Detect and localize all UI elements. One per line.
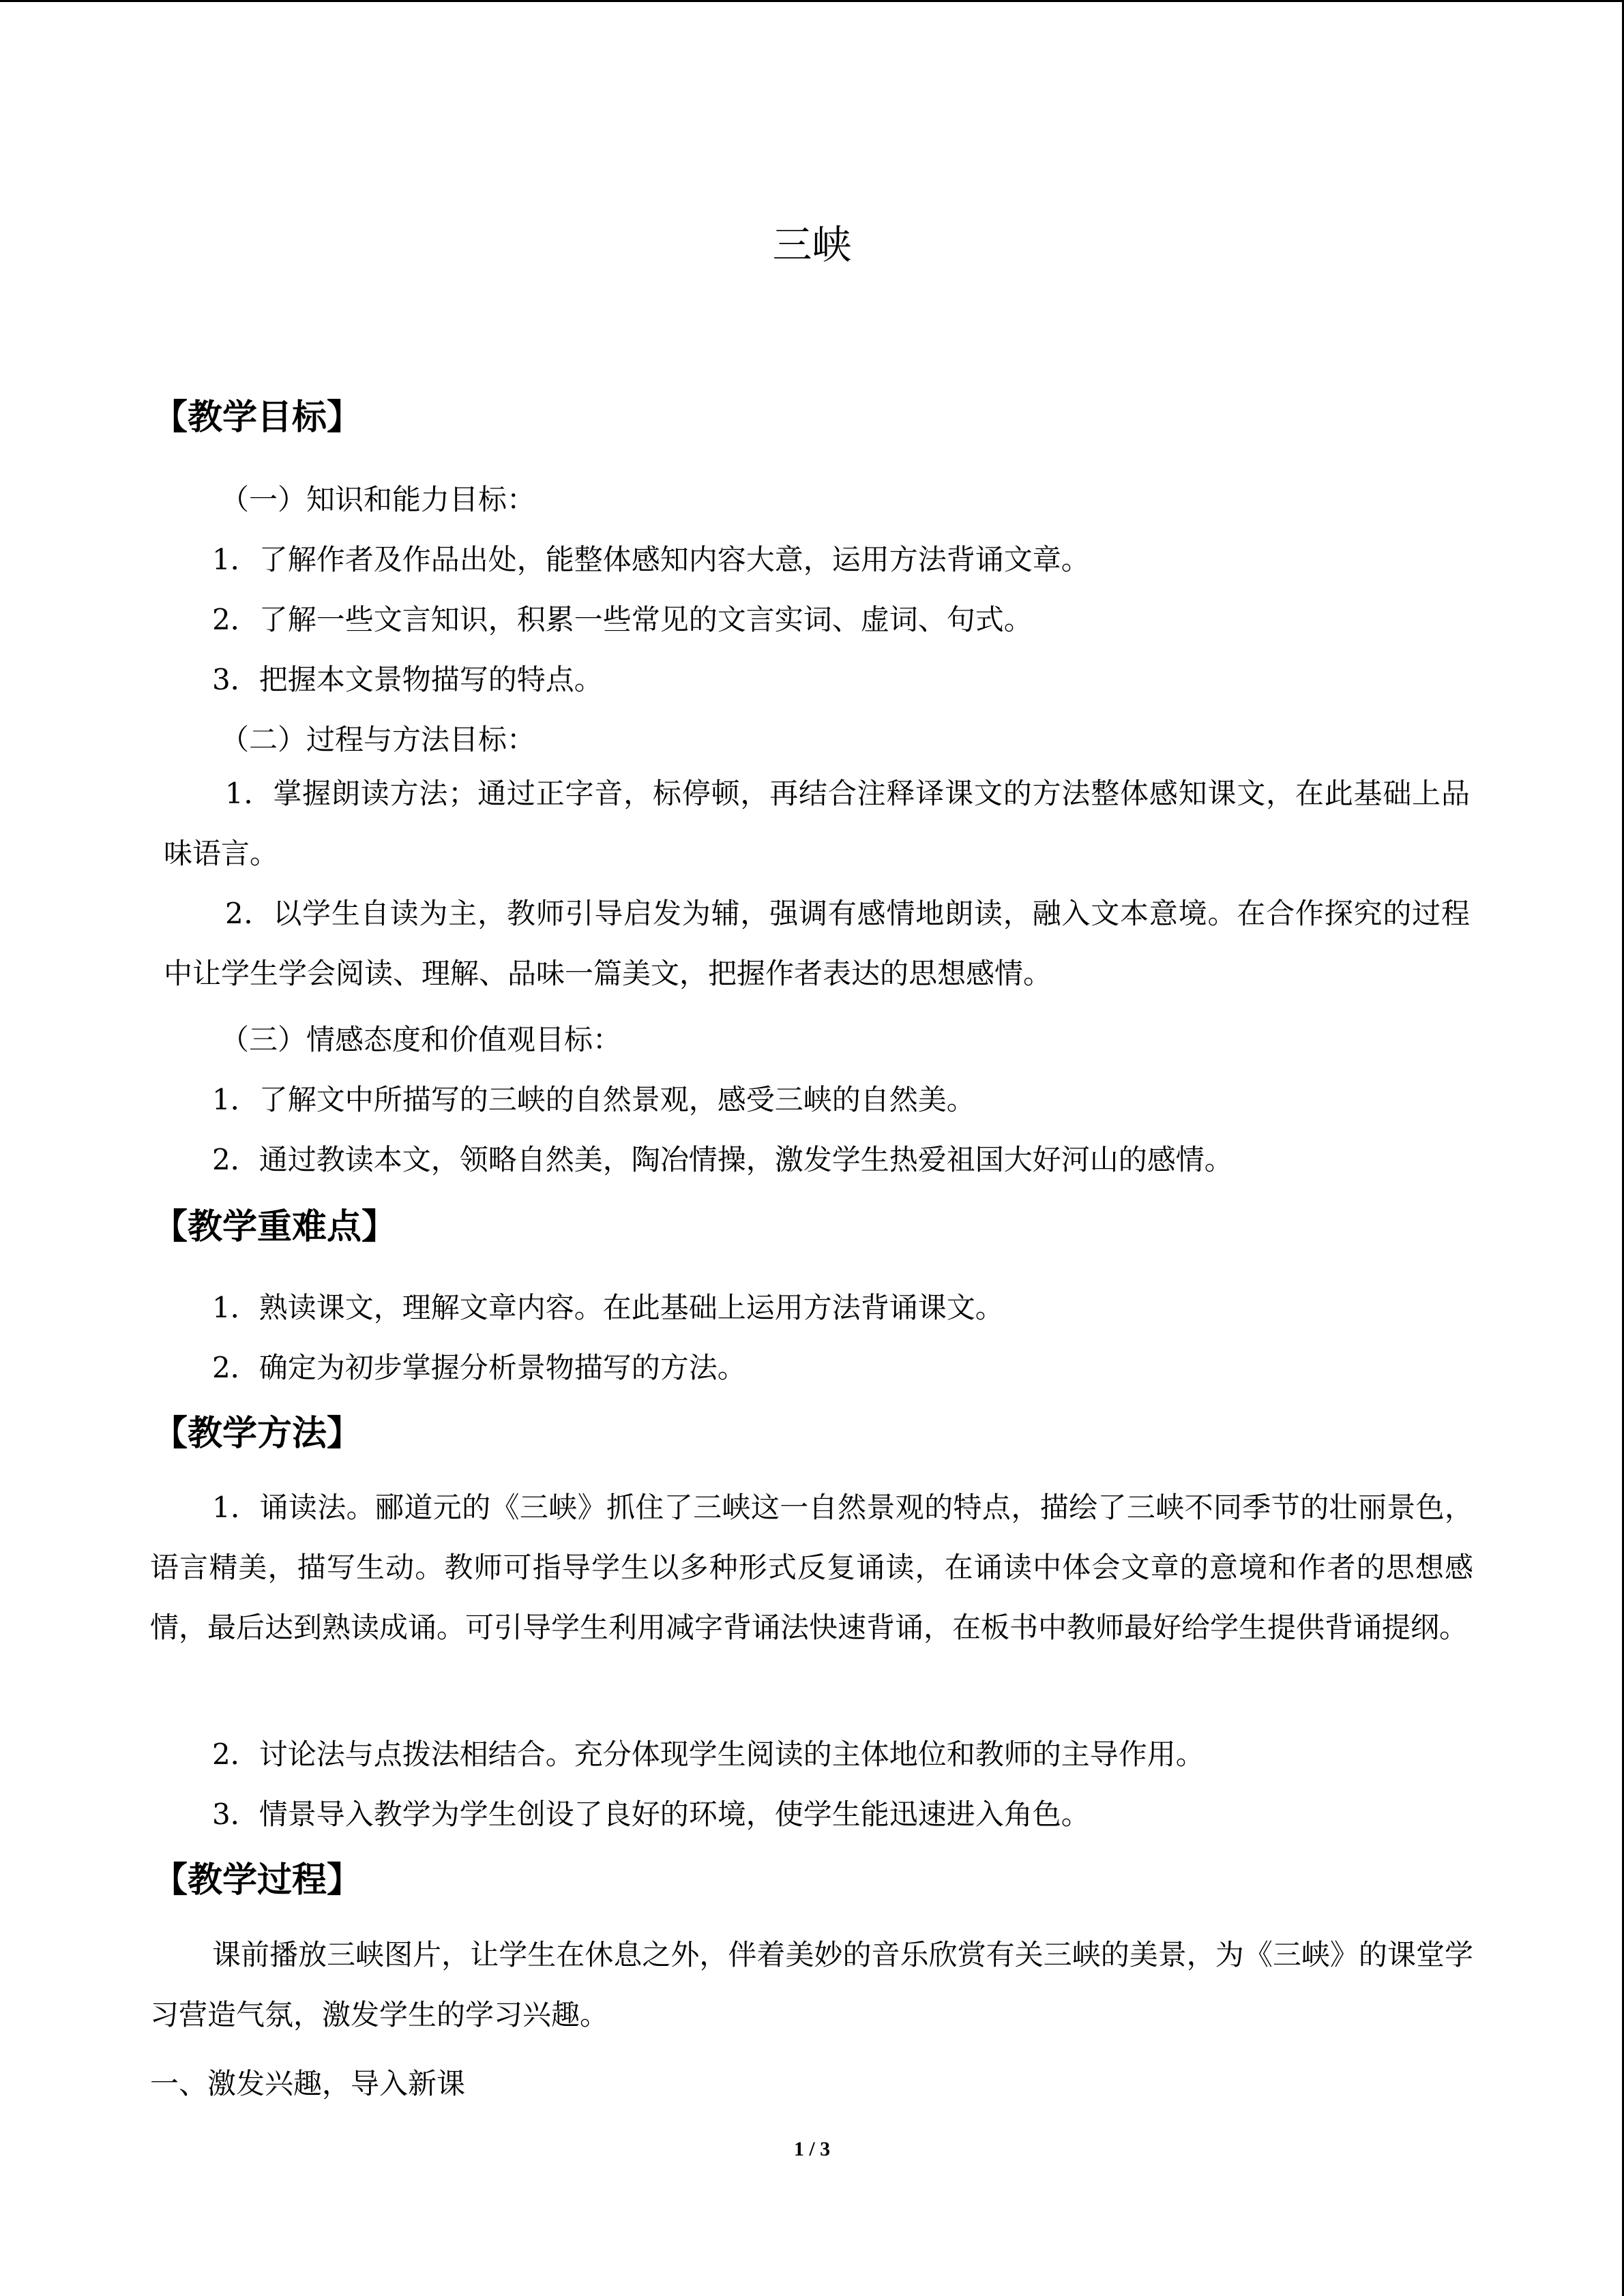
key-point-item-1: 1．熟读课文，理解文章内容。在此基础上运用方法背诵课文。: [212, 1291, 1004, 1324]
method-item-1: 1．诵读法。郦道元的《三峡》抓住了三峡这一自然景观的特点，描绘了三峡不同季节的壮丽景色，语言精美，描写生动。教师可指导学生以多种形式反复诵读，在诵读中体会文章的意境和作者的思想感情，最后达到熟读成诵。可引导学生利用减字背诵法快速背诵，在板书中教师最好给学生提供背诵提纲。: [150, 1491, 1473, 1644]
process-step-1: 一、激发兴趣，导入新课: [150, 2067, 466, 2100]
heading-objectives: 【教学目标】: [153, 398, 362, 438]
method-item-3: 3．情景导入教学为学生创设了良好的环境，使学生能迅速进入角色。: [212, 1798, 1090, 1831]
subheading-process: （二）过程与方法目标：: [220, 723, 536, 756]
page-title: 三峡: [772, 222, 852, 268]
heading-key-points: 【教学重难点】: [153, 1207, 397, 1247]
knowledge-item-2: 2．了解一些文言知识，积累一些常见的文言实词、虚词、句式。: [212, 603, 1033, 636]
heading-methods: 【教学方法】: [153, 1414, 362, 1454]
process-item-1: 1．掌握朗读方法；通过正字音，标停顿，再结合注释译课文的方法整体感知课文，在此基础上品味语言。: [164, 777, 1470, 870]
subheading-knowledge: （一）知识和能力目标：: [220, 483, 536, 516]
knowledge-item-3: 3．把握本文景物描写的特点。: [212, 663, 603, 696]
knowledge-item-1: 1．了解作者及作品出处，能整体感知内容大意，运用方法背诵文章。: [212, 543, 1090, 576]
process-intro: 课前播放三峡图片，让学生在休息之外，伴着美妙的音乐欣赏有关三峡的美景，为《三峡》的课堂学习营造气氛，激发学生的学习兴趣。: [150, 1938, 1473, 2031]
emotion-item-1: 1．了解文中所描写的三峡的自然景观，感受三峡的自然美。: [212, 1083, 975, 1116]
emotion-item-2: 2．通过教读本文，领略自然美，陶冶情操，激发学生热爱祖国大好河山的感情。: [212, 1143, 1233, 1176]
process-item-2: 2．以学生自读为主，教师引导启发为辅，强调有感情地朗读，融入文本意境。在合作探究的过程中让学生学会阅读、理解、品味一篇美文，把握作者表达的思想感情。: [164, 897, 1470, 990]
page-number: 1 / 3: [793, 2138, 831, 2160]
heading-process: 【教学过程】: [153, 1860, 362, 1900]
page-border-top: [0, 0, 1624, 2]
subheading-emotion: （三）情感态度和价值观目标：: [220, 1023, 622, 1056]
method-item-2: 2．讨论法与点拨法相结合。充分体现学生阅读的主体地位和教师的主导作用。: [212, 1738, 1205, 1771]
key-point-item-2: 2．确定为初步掌握分析景物描写的方法。: [212, 1351, 746, 1384]
